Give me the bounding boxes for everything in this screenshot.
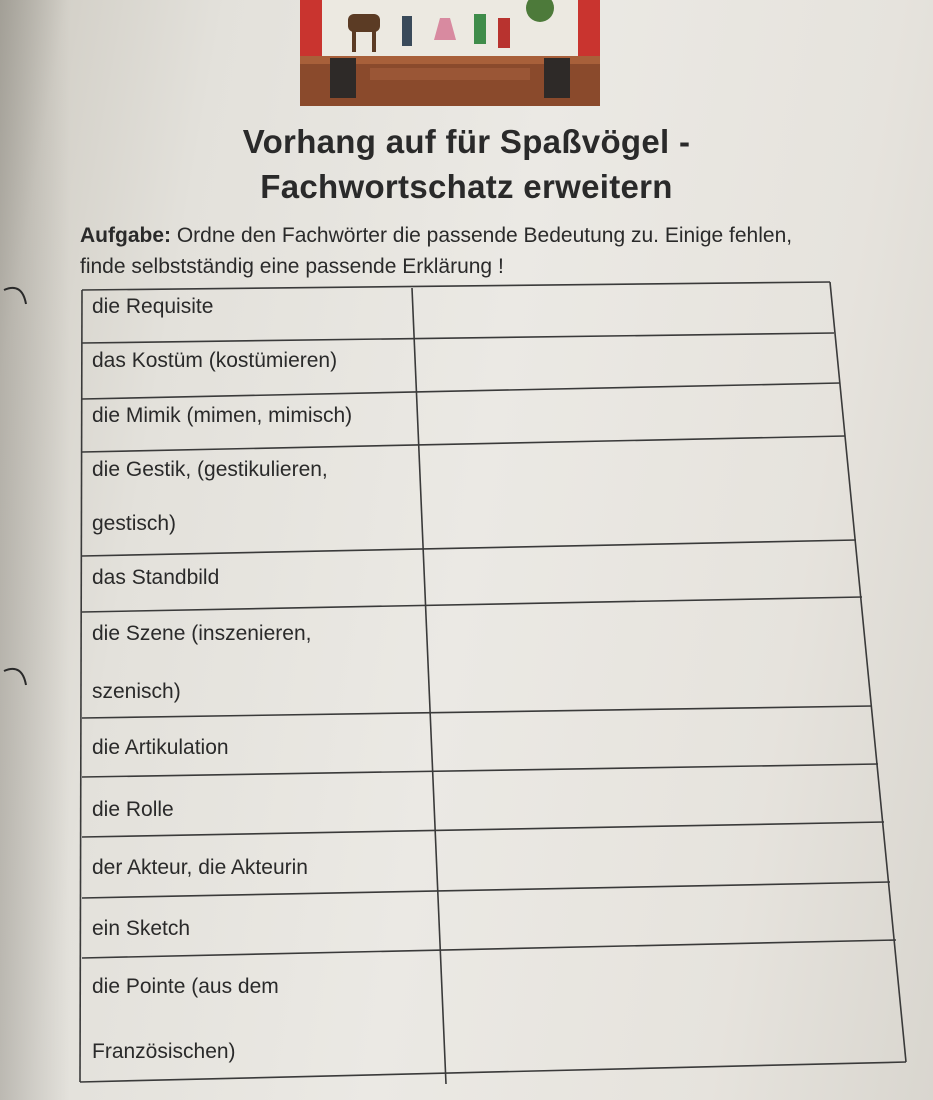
term-cell-text: die Szene (inszenieren, (92, 622, 312, 645)
term-cell-text: die Pointe (aus dem (92, 975, 279, 998)
title-line-1: Vorhang auf für Spaßvögel - (242, 123, 691, 160)
term-cell-text: ein Sketch (92, 917, 191, 940)
term-cell-text: das Standbild (92, 566, 220, 589)
binder-hole-mark-2 (0, 663, 40, 693)
title-line-2: Fachwortschatz erweitern (260, 168, 673, 205)
term-cell-text: die Artikulation (92, 736, 229, 759)
task-text: Ordne den Fachwörter die passende Bedeutung zu. Einige fehlen, finde selbstständig eine passende Erklärung ! (80, 224, 793, 278)
term-cell-text: das Kostüm (kostümieren) (92, 349, 338, 372)
term-cell-text: der Akteur, die Akteurin (92, 856, 308, 879)
term-cell-text: Französischen) (92, 1040, 236, 1063)
task-label: Aufgabe: (80, 224, 171, 247)
term-cell-text: szenisch) (92, 680, 181, 703)
term-cell-text: die Requisite (92, 295, 214, 318)
term-cell-text: die Mimik (mimen, mimisch) (92, 404, 353, 427)
term-cell-text: die Gestik, (gestikulieren, (92, 458, 328, 481)
term-cell-text: die Rolle (92, 798, 174, 821)
term-cell-text: gestisch) (92, 512, 177, 535)
binder-hole-mark-1 (0, 282, 40, 312)
